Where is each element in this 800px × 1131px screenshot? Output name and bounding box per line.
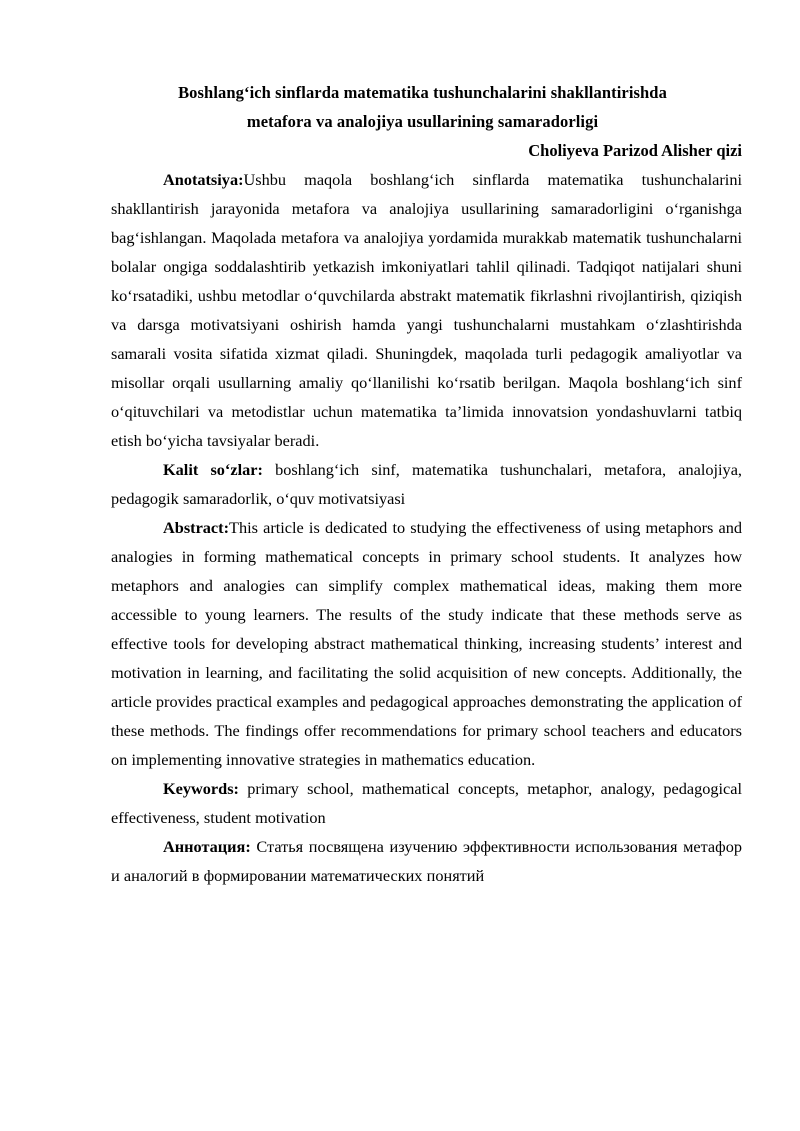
page-title <box>111 78 742 136</box>
keywords-en-label: Keywords: <box>163 779 239 798</box>
title-line-1: Boshlang‘ich sinflarda matematika tushunchalarini shakllantirishda <box>178 83 667 102</box>
annotation-uz-paragraph <box>111 165 742 455</box>
abstract-en-body: This article is dedicated to studying the effectiveness of using metaphors and analogies in forming mathematical concepts in primary school students. It analyzes how metaphors and analogies can simplify complex mathematical ideas, making them more accessible to young learners. The results of the study indicate that these methods serve as effective tools for developing abstract mathematical thinking, increasing students’ interest and motivation in learning, and facilitating the solid acquisition of new concepts. Additionally, the article provides practical examples and pedagogical approaches demonstrating the application of these methods. The findings offer recommendations for primary school teachers and educators on implementing innovative strategies in mathematics education. <box>111 518 742 769</box>
abstract-en-paragraph <box>111 513 742 774</box>
title-line-2: metafora va analojiya usullarining samaradorligi <box>246 112 599 131</box>
keywords-uz-paragraph <box>111 455 742 513</box>
annotation-ru-label: Аннотация: <box>163 837 251 856</box>
abstract-en-label: Abstract: <box>163 518 230 537</box>
annotation-uz-body: Ushbu maqola boshlang‘ich sinflarda matematika tushunchalarini shakllantirish jarayonida metafora va analojiya usullarining samaradorligini o‘rganishga bag‘ishlangan. Maqolada metafora va analojiya yordamida murakkab matematik tushunchalarni bolalar ongiga soddalashtirib yetkazish imkoniyatlari tahlil qilinadi. Tadqiqot natijalari shuni ko‘rsatadiki, ushbu metodlar o‘quvchilarda abstrakt matematik fikrlashni rivojlantirish, qiziqish va darsga motivatsiyani oshirish hamda yangi tushunchalarni mustahkam o‘zlashtirishda samarali vosita sifatida xizmat qiladi. Shuningdek, maqolada turli pedagogik amaliyotlar va misollar orqali usullarning amaliy qo‘llanilishi ko‘rsatib berilgan. Maqola boshlang‘ich sinf o‘qituvchilari va metodistlar uchun matematika ta’limida innovatsion yondashuvlarni tatbiq etish bo‘yicha tavsiyalar beradi. <box>111 170 742 450</box>
annotation-uz-label: Anotatsiya: <box>163 170 244 189</box>
keywords-uz-label: Kalit so‘zlar: <box>163 460 263 479</box>
author-name: Choliyeva Parizod Alisher qizi <box>528 141 742 160</box>
keywords-uz-body: boshlang‘ich sinf, matematika tushunchalari, metafora, analojiya, pedagogik samaradorlik, o‘quv motivatsiyasi <box>111 460 742 508</box>
annotation-ru-body: Статья посвящена изучению эффективности использования метафор и аналогий в формировании математических понятий <box>111 837 742 885</box>
annotation-ru-paragraph <box>111 832 742 890</box>
keywords-en-paragraph <box>111 774 742 832</box>
keywords-en-body: primary school, mathematical concepts, metaphor, analogy, pedagogical effectiveness, student motivation <box>111 779 742 827</box>
